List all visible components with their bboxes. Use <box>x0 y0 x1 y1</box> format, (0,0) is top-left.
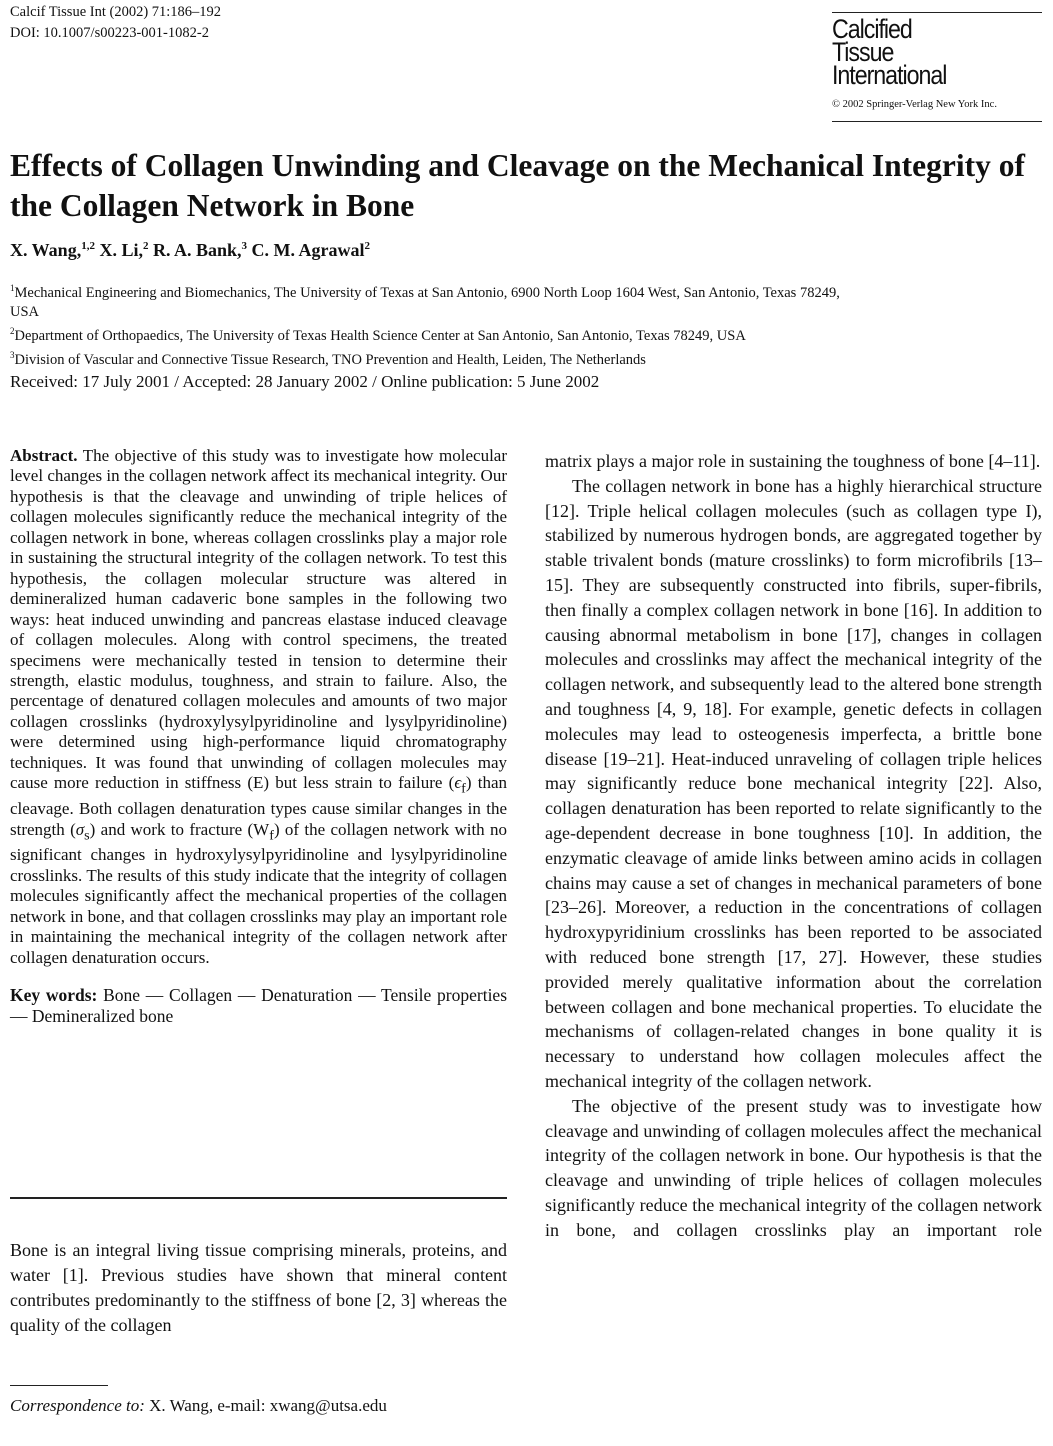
abstract-text: ) than cleavage. Both collagen denaturation types cause similar changes in the strength ( <box>10 773 507 839</box>
author: R. A. Bank, <box>152 240 242 260</box>
sigma-symbol: σ <box>75 819 85 839</box>
logo-line-1: Calcified <box>832 14 912 44</box>
abstract-text: ) of the collagen network with no significant changes in hydroxylysylpyridinoline and lysylpyridinoline crosslinks. The results of this study indicate that the integrity of collagen molecules significantly affect the mechanical properties of the collagen network in bone, and that collagen crosslinks may play an important role in maintaining the mechanical integrity of the collagen network after collagen denaturation occurs. <box>10 819 507 967</box>
section-divider <box>10 1197 507 1199</box>
keywords <box>10 985 507 1027</box>
abstract <box>10 446 507 968</box>
keywords-text: Bone — Collagen — Denaturation — Tensile properties — Demineralized bone <box>10 985 508 1027</box>
correspondence-label: Correspondence to: <box>10 1396 145 1415</box>
received-dates: Received: 17 July 2001 / Accepted: 28 January 2002 / Online publication: 5 June 2002 <box>10 372 600 391</box>
intro-paragraph: Bone is an integral living tissue comprising minerals, proteins, and water [1]. Previous studies have shown that mineral content contributes predominantly to the stiffness of bone [2, 3] whereas the quality of the collagen <box>10 1240 507 1335</box>
footnote-rule <box>10 1385 108 1386</box>
body-paragraph: The collagen network in bone has a highly hierarchical structure [12]. Triple helical collagen molecules (such as collagen type I), stabilized by numerous hydrogen bonds, are aggregated together by stable trivalent bonds (mature crosslinks) to form microfibrils [13–15]. They are subsequently constructed into fibrils, super-fibrils, then finally a complex collagen network in bone [16]. In addition to causing abnormal metabolism in bone [17], changes in collagen molecules and crosslinks may affect the mechanical integrity of the collagen network, and subsequently lead to the altered bone strength and toughness [4, 9, 18]. For example, genetic defects in collagen molecules may lead to osteogenesis imperfecta, a brittle bone disease [19–21]. Heat-induced unraveling of collagen triple helices may significantly reduce bone mechanical integrity [22]. Also, collagen denaturation has been reported to relate significantly to the age-dependent decrease in bone toughness [10]. In addition, the enzymatic cleavage of amide links between amino acids in collagen chains may cause a set of changes in mechanical parameters of bone [23–26]. Moreover, a reduction in the concentrations of collagen hydroxypyridinium crosslinks has been reported to be associated with reduced bone strength [17, 27]. However, these studies provided merely qualitative information about the correlation between collagen and bone mechanical properties. To elucidate the mechanisms of collagen-related changes in bone quality it is necessary to understand how collagen molecules affect the mechanical integrity of the collagen network. <box>545 475 1042 1091</box>
epsilon-symbol: ϵ <box>454 773 462 793</box>
logo-bottom-rule <box>832 121 1042 122</box>
correspondence-text: X. Wang, e-mail: xwang@utsa.edu <box>144 1396 387 1415</box>
affiliation <box>10 346 1010 370</box>
author-affil-mark: 2 <box>142 240 149 252</box>
left-column <box>10 446 507 1027</box>
logo-top-rule <box>832 12 1042 13</box>
affiliation <box>10 279 850 322</box>
copyright: © 2002 Springer-Verlag New York Inc. <box>832 99 997 110</box>
affiliation-num: 2 <box>10 325 15 336</box>
author: C. M. Agrawal <box>251 240 365 260</box>
author-list <box>10 240 370 261</box>
correspondence <box>10 1396 387 1416</box>
author: X. Wang, <box>10 240 82 260</box>
affiliation-text: Mechanical Engineering and Biomechanics, The University of Texas at San Antonio, 6900 North Loop 1604 West, San Antonio, Texas 78249, USA <box>10 284 840 320</box>
citation-block <box>10 2 221 44</box>
author-affil-mark: 3 <box>241 240 248 252</box>
affiliation-text: Division of Vascular and Connective Tissue Research, TNO Prevention and Health, Leiden, The Netherlands <box>14 351 646 368</box>
affiliation <box>10 322 1010 346</box>
author: X. Li, <box>99 240 143 260</box>
subscript: f <box>461 780 466 797</box>
paper-title: Effects of Collagen Unwinding and Cleavage on the Mechanical Integrity of the Collagen Network in Bone <box>10 148 1025 223</box>
abstract-text: The objective of this study was to investigate how molecular level changes in the collagen network affect its mechanical integrity. Our hypothesis is that the cleavage and unwinding of triple helices of collagen molecules significantly reduce the mechanical integrity of the collagen network in bone, whereas collagen crosslinks play a major role in sustaining the structural integrity of the collagen network. To test this hypothesis, the collagen molecular structure was altered in demineralized human cadaveric bone samples in the following two ways: heat induced unwinding and pancreas elastase induced cleavage of collagen molecules. Along with control specimens, the treated specimens were mechanically tested in tension to determine their strength, elastic modulus, toughness, and strain to failure. Also, the percentage of denatured collagen molecules and amounts of two major collagen crosslinks (hydroxylysylpyridinoline and lysylpyridinoline) were determined using high-performance liquid chromatography techniques. It was found that unwinding of collagen molecules may cause more reduction in stiffness (E) but less strain to failure ( <box>10 446 507 793</box>
body-paragraph: matrix plays a major role in sustaining the toughness of bone [4–11]. <box>545 451 1041 471</box>
body-paragraph: The objective of the present study was to investigate how cleavage and unwinding of collagen molecules affect the mechanical integrity of the collagen network in bone. Our hypothesis is that the cleavage and unwinding of triple helices of collagen molecules significantly reduce the mechanical integrity of the collagen network in bone, and collagen crosslinks play an important role <box>545 1095 1042 1240</box>
subscript: f <box>269 826 274 843</box>
affiliation-text: Department of Orthopaedics, The University of Texas Health Science Center at San Antonio, San Antonio, Texas 78249, USA <box>14 327 746 344</box>
keywords-label: Key words: <box>10 985 98 1006</box>
right-column <box>545 449 1042 1243</box>
logo-line-2: Tissue <box>832 37 894 67</box>
affiliation-num: 3 <box>10 349 15 360</box>
journal-citation: Calcif Tissue Int (2002) 71:186–192 <box>10 4 222 20</box>
author-affil-mark: 1,2 <box>81 240 95 252</box>
subscript: s <box>84 826 90 843</box>
journal-logo <box>832 14 947 90</box>
logo-line-3: International <box>832 60 947 90</box>
doi: DOI: 10.1007/s00223-001-1082-2 <box>10 25 209 41</box>
affiliation-num: 1 <box>10 283 15 293</box>
author-affil-mark: 2 <box>364 240 370 252</box>
abstract-text: ) and work to fracture (W <box>89 819 270 839</box>
affiliations <box>10 279 1010 369</box>
abstract-label: Abstract. <box>10 446 78 465</box>
